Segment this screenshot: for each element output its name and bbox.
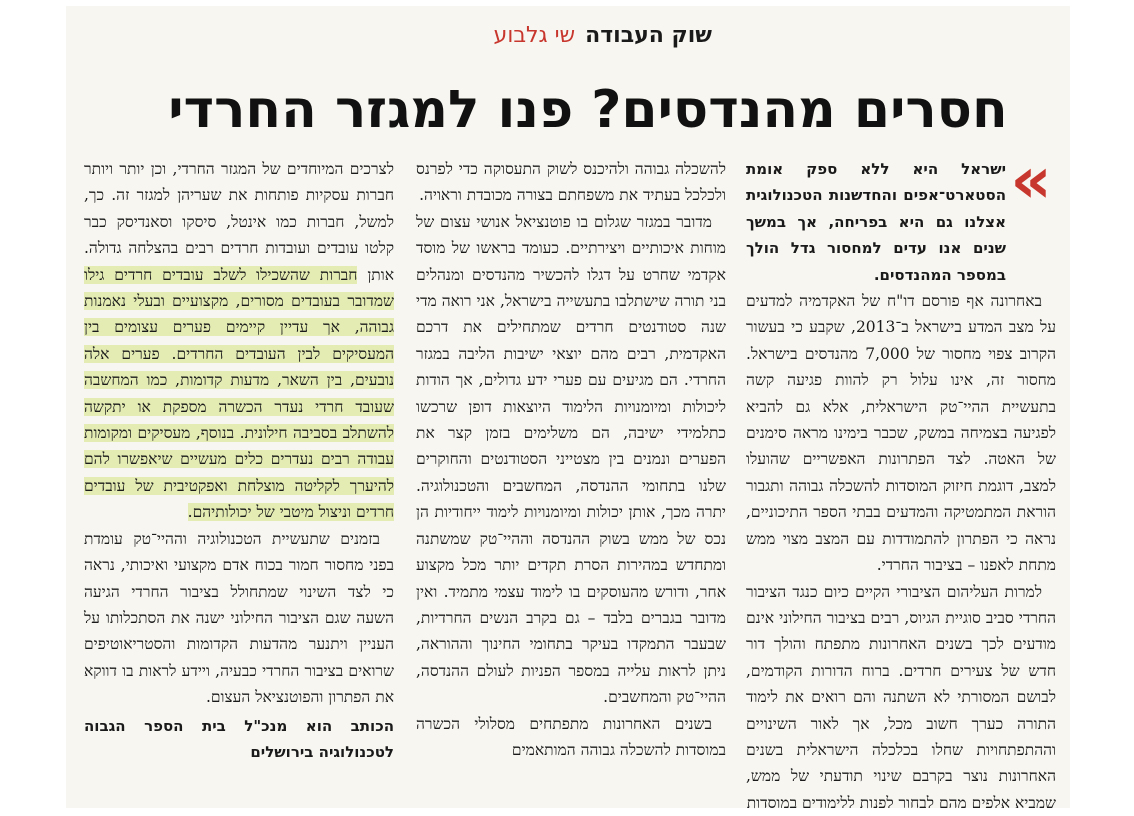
paragraph: באחרונה אף פורסם דו"ח של האקדמיה למדעים על מצב המדע בישראל ב־2013, שקבע כי בעשור הקרוב צפוי מחסור של 7,000 מהנדסים בישראל. מחסור זה, אינו עלול רק להוות פגיעה קשה בתעשיית ההיי־טק הישראלית, אלא גם להביא לפגיעה בצמיחה במשק, שכבר בימינו מראה סימנים של האטה. לצד הפתרונות האפשריים שהועלו למצב, דוגמת חיזוק המוסדות להשכלה גבוהה ותגבור הוראת המתמטיקה והמדעים בבתי הספר התיכוניים, נראה כי הפתרון להתמודדות עם המצב מצוי ממש מתחת לאפנו – בציבור החרדי. bbox=[746, 288, 1056, 578]
paragraph: בזמנים שתעשיית הטכנולוגיה וההיי־טק עומדת בפני מחסור חמור בכוח אדם מקצועי ואיכותי, נראה כי לצד השינוי שמתחולל בציבור החרדי הגיעה השעה שגם הציבור החילוני ישנה את הסתכלותו על העניין ויתנער מהדעות הקדומות והסטריאוטיפים שרואים בציבור החרדי כבעיה, ויידע לראות בו דווקא את הפתרון והפוטנציאל העצום. bbox=[84, 526, 394, 711]
headline: חסרים מהנדסים? פנו למגזר החרדי bbox=[146, 70, 1030, 150]
author-name: שי גלבוע bbox=[494, 23, 576, 48]
author-bio: הכותב הוא מנכ"ל בית הספר הגבוה לטכנולוגיה בירושלים bbox=[84, 713, 394, 766]
article-column-middle bbox=[416, 156, 726, 796]
paragraph: למרות העליהום הציבורי הקיים כיום כנגד הציבור החרדי סביב סוגיית הגיוס, רבים בציבור החילוני אינם מודעים לכך בשנים האחרונות מתפתח והולך דור חדש של צעירים חרדים. ברוח הדורות הקודמים, לבושם המסורתי לא השתנה והם רואים את לימוד התורה כערך חשוב מכל, אך לאור השינויים וההתפתחויות שחלו בכלכלה הישראלית בשנים האחרונות נוצר בקרבם שינוי תודעתי של ממש, שמביא אלפים מהם לבחור לפנות ללימודים במוסדות bbox=[746, 579, 1056, 816]
section-name: שוק העבודה bbox=[585, 23, 712, 48]
section-header bbox=[412, 18, 712, 54]
paragraph: בשנים האחרונות מתפתחים מסלולי הכשרה במוסדות להשכלה גבוהה המותאמים bbox=[416, 711, 726, 764]
highlighted-text: חברות שהשכילו לשלב עובדים חרדים גילו שמדובר בעובדים מסורים, מקצועיים ובעלי נאמנות גבוהה, אך עדיין קיימים פערים עצומים בין המעסיקים לבין העובדים החרדים. פערים אלה נובעים, בין השאר, מדעות קדומות, כמו המחשבה שעובד חרדי נעדר הכשרה מספקת או יתקשה להשתלב בסביבה חילונית. בנוסף, מעסיקים ומקומות עבודה רבים נעדרים כלים מעשיים שיאפשרו להם להיערך לקליטה מוצלחת ואפקטיבית של עובדים חרדים וניצול מיטבי של יכולותיהם. bbox=[84, 266, 394, 522]
paragraph bbox=[84, 156, 394, 526]
paragraph: להשכלה גבוהה ולהיכנס לשוק התעסוקה כדי לפרנס ולכלכל בעתיד את משפחתם בצורה מכובדת וראויה. bbox=[416, 156, 726, 209]
paragraph: מדובר במגזר שגלום בו פוטנציאל אנושי עצום של מוחות איכותיים ויצירתיים. כעומד בראשו של מוסד אקדמי שחרט על דגלו להכשיר מהנדסים ומנהלים בני תורה שישתלבו בתעשייה בישראל, אני רואה מדי שנה סטודנטים חרדים שמתחילים את דרכם האקדמית, רבים מהם יוצאי ישיבות הליבה במגזר החרדי. הם מגיעים עם פערי ידע גדולים, אך הודות ליכולות ומיומנויות הלימוד היוצאות דופן שרכשו כתלמידי ישיבה, הם משלימים בזמן קצר את הפערים ונמנים בין מצטייני הסטודנטים והחוקרים שלנו בתחומי ההנדסה, המחשבים והטכנולוגיה. יתרה מכך, אותן יכולות ומיומנויות לימוד ייחודיות הן נכס של ממש בשוק ההנדסה וההיי־טק שמשתנה ומתחדש במהירות הסרת תקדים יותר מכל מקצוע אחר, ודורש מהעוסקים בו לימוד עצמי מתמיד. ואין מדובר בגברים בלבד – גם בקרב הנשים החרדיות, שבעבר התמקדו בעיקר בתחומי החינוך וההוראה, ניתן לראות עלייה במספר הפניות לעולם ההנדסה, ההיי־טק והמחשבים. bbox=[416, 209, 726, 711]
article-lead: ישראל היא ללא ספק אומת הסטארט־אפים והחדשנות הטכנולוגית אצלנו גם היא בפריחה, אך במשך שנים אנו עדים למחסור גדל הולך במספר המהנדסים. bbox=[746, 156, 1006, 288]
article-column-right bbox=[746, 156, 1056, 796]
article-column-left bbox=[84, 156, 394, 796]
newspaper-page bbox=[66, 6, 1070, 808]
paragraph-text: לצרכים המיוחדים של המגזר החרדי, וכן יותר ויותר חברות עסקיות פותחות את שעריהן למגזר זה. כך, למשל, חברות כמו אינטל, סיסקו וסאנדיסק כבר קלטו עובדים ועובדות חרדים רבים בהצלחה גדולה. אותן bbox=[84, 160, 394, 284]
quote-mark-icon: « bbox=[1006, 156, 1056, 206]
